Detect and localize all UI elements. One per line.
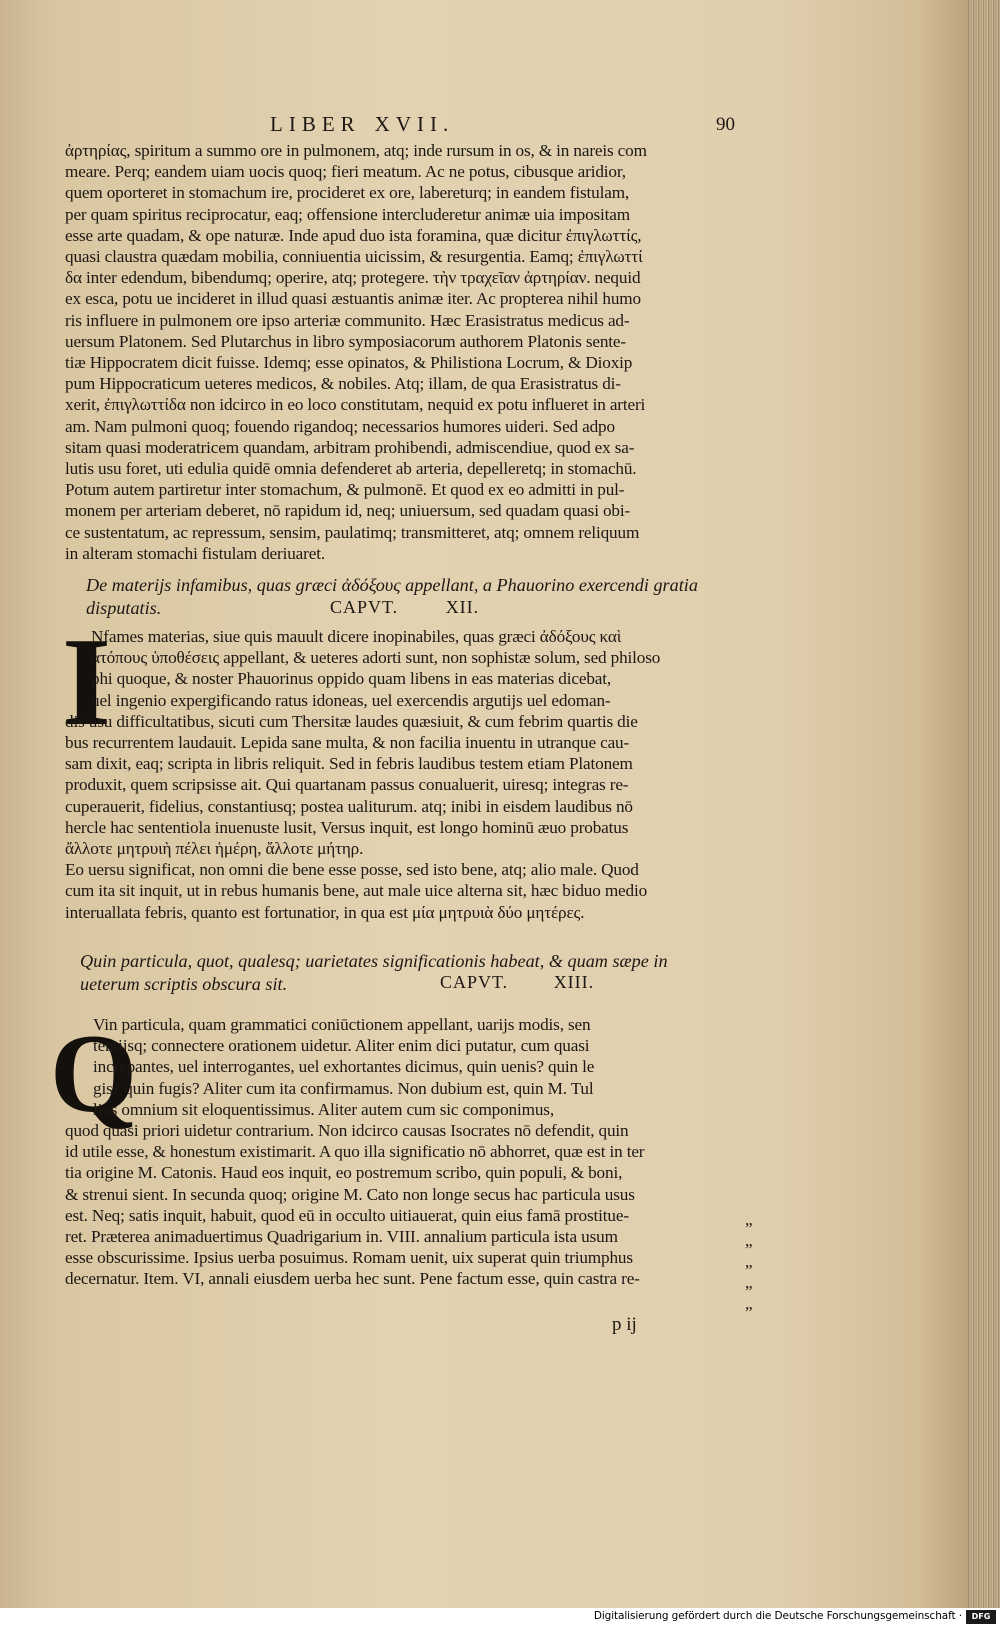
heading-line: De materijs infamibus, quas græci ἀδόξους appellant, a Phauorino exercendi gratia bbox=[86, 575, 698, 595]
text-line: pum Hippocraticum ueteres medicos, & nobiles. Atq; illam, de qua Erasistratus di- bbox=[65, 374, 621, 394]
text-line: lutis usu foret, uti edulia quidē omnia defenderet ab arteria, depelleretq; in stomachū. bbox=[65, 459, 637, 479]
text-line: tia origine M. Catonis. Haud eos inquit, eo postremum scribo, quin populi, & boni, bbox=[65, 1163, 623, 1183]
text-line: ex esca, potu ue incideret in illud quasi æstuantis animæ iter. Ac propterea nihil humo bbox=[65, 289, 641, 309]
text-line: ce sustentatum, ac repressum, sensim, paulatimq; transmitteret, atq; omnem reliquum bbox=[65, 522, 640, 542]
dropcap-Q: Q bbox=[50, 1012, 138, 1136]
dfg-logo: DFG bbox=[966, 1610, 996, 1624]
footer-credit: Digitalisierung gefördert durch die Deutsche Forschungsgemeinschaft · bbox=[593, 1610, 962, 1622]
margin-quote-mark: „ bbox=[745, 1273, 753, 1292]
text-line: Vin particula, quam grammatici coniūctionem appellant, uarijs modis, sen bbox=[93, 1015, 591, 1034]
text-line: est. Neq; satis inquit, habuit, quod eū in occulto uitiauerat, quin eius famā prostitue- bbox=[65, 1205, 629, 1225]
margin-quote-mark: „ bbox=[745, 1210, 753, 1229]
chapter12-text bbox=[65, 626, 745, 923]
text-line: id utile esse, & honestum existimarit. A quo illa significatio nō abhorret, quæ est in ter bbox=[65, 1142, 645, 1162]
running-head-title: LIBER bbox=[270, 112, 361, 136]
text-line: decernatur. Item. VI, annali eiusdem uerba hec sunt. Pene factum esse, quin castra re- bbox=[65, 1269, 640, 1289]
text-line: quod quasi priori uidetur contrarium. Non idcirco causas Isocrates nō defendit, quin bbox=[65, 1121, 629, 1141]
chapter13-text bbox=[65, 1014, 745, 1290]
chapter11-text bbox=[65, 140, 765, 564]
text-line: ἀτόπους ὑποθέσεις appellant, & ueteres adorti sunt, non sophistæ solum, sed philoso bbox=[91, 648, 661, 668]
text-line: cuperauerit, fidelius, constantiusq; postea ualiturum. atq; inibi in eisdem laudibus nō bbox=[65, 796, 633, 816]
text-line: Nfames materias, siue quis mauult dicere inopinabiles, quas græci ἀδόξους καὶ bbox=[91, 627, 622, 646]
caput-number: XIII. bbox=[553, 972, 595, 992]
heading-line: Quin particula, quot, qualesq; uarietates significationis habeat, & quam sæpe in bbox=[80, 951, 668, 971]
text-line: δα inter edendum, bibendumq; operire, atq; protegere. τὴν τραχεῖαν ἀρτηρίαν. nequid bbox=[65, 268, 641, 288]
text-line: xerit, ἐπιγλωττίδα non idcirco in eo loco constitutam, nequid ex potu influeret in arteri bbox=[65, 395, 646, 415]
margin-quote-mark: „ bbox=[745, 1252, 753, 1271]
text-line: cum ita sit inquit, ut in rebus humanis bene, aut male uice alterna sit, hæc biduo medio bbox=[65, 881, 648, 901]
caput-label: CAPVT. bbox=[440, 972, 509, 992]
text-line: esse arte quadam, & ope naturæ. Inde apud duo ista foramina, quæ dicitur ἐπιγλωττίς, bbox=[65, 225, 642, 245]
text-line: uersum Platonem. Sed Plutarchus in libro symposiacorum authorem Platonis sente- bbox=[65, 331, 626, 351]
margin-quote-mark: „ bbox=[745, 1294, 753, 1313]
text-line: hercle hac sententiola inuenuste lusit, Versus inquit, est longo hominū æuo probatus bbox=[65, 817, 629, 837]
margin-quote-mark: „ bbox=[745, 1231, 753, 1250]
text-line: increpantes, uel interrogantes, uel exhortantes dicimus, quin uenis? quin le bbox=[93, 1057, 595, 1077]
chapter13-heading bbox=[80, 950, 780, 996]
page-edge bbox=[968, 0, 1000, 1608]
folio-number: 90 bbox=[716, 114, 735, 135]
chapter13-caput bbox=[440, 972, 594, 993]
text-line: in alteram stomachi fistulam deriuaret. bbox=[65, 543, 325, 563]
text-line: monem per arteriam deberet, nō rapidum id, neq; uniuersum, sed quadam quasi obi- bbox=[65, 501, 631, 521]
caput-number: XII. bbox=[445, 597, 480, 617]
text-line: produxit, quem scripsisse ait. Qui quartanam passus conualuerit, uiresq; integras re- bbox=[65, 775, 629, 795]
text-line: phi quoque, & noster Phauorinus oppido quam libens in eas materias dicebat, bbox=[91, 669, 612, 689]
text-line: esse obscurissime. Ipsius uerba posuimus. Romam uenit, uix superat quin triumphus bbox=[65, 1248, 633, 1268]
dropcap-I: I bbox=[62, 613, 112, 752]
text-line: ris influere in pulmonem ore ipso arteriæ communito. Hæc Erasistratus medicus ad- bbox=[65, 310, 630, 330]
caput-label: CAPVT. bbox=[330, 597, 399, 617]
text-line: Eo uersu significat, non omni die bene esse posse, sed isto bene, atq; alio male. Quod bbox=[65, 860, 639, 880]
text-line: per quam spiritus reciprocatur, eaq; offensione intercluderetur animæ uia impositam bbox=[65, 204, 631, 224]
heading-line: disputatis. bbox=[86, 598, 162, 618]
running-head bbox=[270, 112, 468, 137]
text-line: bus recurrentem laudauit. Lepida sane multa, & non facilia inuentu in utranque cau- bbox=[65, 733, 630, 753]
signature-mark: p ij bbox=[612, 1314, 637, 1335]
text-line: meare. Perq; eandem uiam uocis quoq; fieri meatum. Ac ne potus, cibusque aridior, bbox=[65, 162, 626, 182]
text-line: tentijsq; connectere orationem uidetur. Aliter enim dici putatur, cum quasi bbox=[93, 1036, 590, 1056]
heading-line: ueterum scriptis obscura sit. bbox=[80, 974, 288, 994]
text-line: Potum autem partiretur inter stomachum, & pulmonē. Et quod ex eo admitti in pul- bbox=[65, 480, 625, 500]
text-line: am. Nam pulmoni quoq; fouendo rigandoq; necessarios humores uideri. Sed adpo bbox=[65, 416, 615, 436]
text-line: tiæ Hippocratem dicit fuisse. Idemq; esse opinatos, & Philistiona Locrum, & Dioxip bbox=[65, 353, 633, 373]
text-line: ἀρτηρίας, spiritum a summo ore in pulmonem, atq; inde rursum in os, & in nareis com bbox=[65, 141, 647, 160]
text-line: uel ingenio expergificando ratus idoneas, uel exercendis argutijs uel edoman- bbox=[91, 690, 611, 710]
text-line: & strenui sient. In secunda quoq; origine M. Cato non longe secus hac particula usus bbox=[65, 1184, 635, 1204]
chapter12-caput bbox=[330, 597, 479, 618]
text-line: sitam quasi moderatricem quandam, arbitram prohibendi, admiscendiue, quod ex sa- bbox=[65, 437, 635, 457]
text-line: interuallata febris, quanto est fortunatior, in qua est μία μητρυιὰ δύο μητέρες. bbox=[65, 902, 585, 922]
text-line: quasi claustra quædam mobilia, conniuentia uicissim, & resurgentia. Eamq; ἐπιγλωττί bbox=[65, 247, 643, 267]
text-line: lius omnium sit eloquentissimus. Aliter autem cum sic componimus, bbox=[93, 1099, 554, 1119]
text-line: ret. Præterea animaduertimus Quadrigarium in. VIII. annalium particula ista usum bbox=[65, 1227, 618, 1247]
running-head-number: XVII. bbox=[374, 112, 455, 136]
text-line: ἄλλοτε μητρυιὴ πέλει ἡμέρη, ἄλλοτε μήτηρ. bbox=[65, 839, 364, 859]
text-line: gis? quin fugis? Aliter cum ita confirmamus. Non dubium est, quin M. Tul bbox=[93, 1078, 594, 1098]
text-line: quem oporteret in stomachum ire, procideret ex ore, labereturq; in eandem fistulam, bbox=[65, 183, 630, 203]
text-line: sam dixit, eaq; scripta in libris reliquit. Sed in febris laudibus testem etiam Platonem bbox=[65, 754, 633, 774]
text-line: dis usu difficultatibus, sicuti cum Thersitæ laudes quæsiuit, & cum febrim quartis die bbox=[65, 711, 638, 731]
